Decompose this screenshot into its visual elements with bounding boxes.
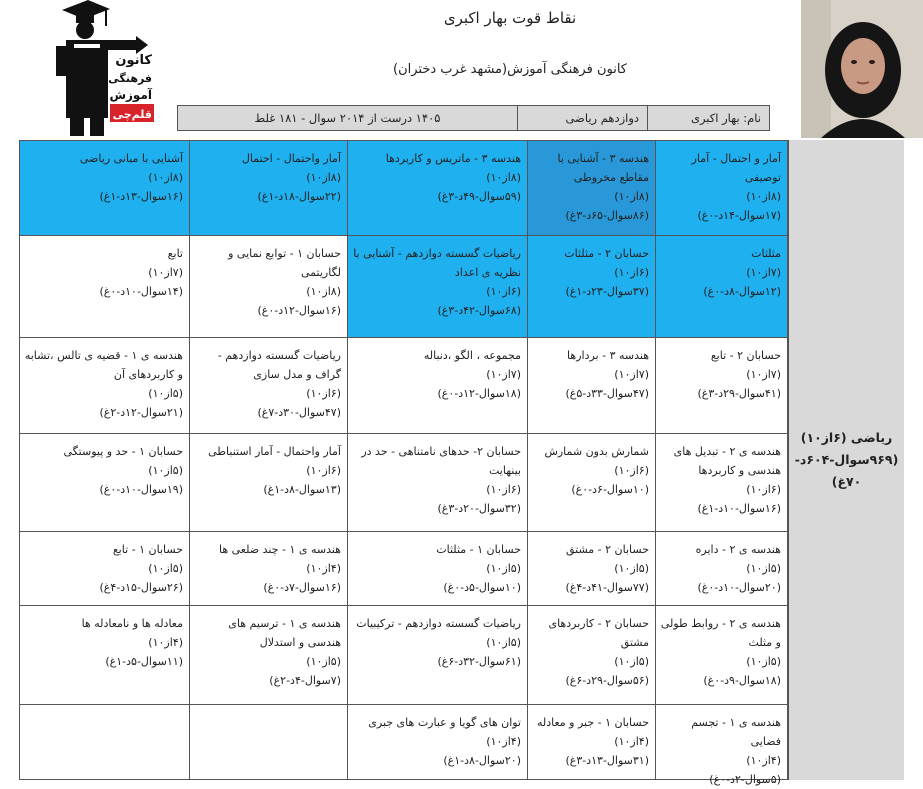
topic-score: (۸از۱۰) [486,171,521,184]
svg-text:فرهنگی: فرهنگی [108,72,152,85]
topic-cell [656,338,788,434]
topic-score: (۷از۱۰) [148,266,183,279]
topic-cell [19,606,190,705]
topic-stats: (۱۶سوال-۱۲د-۰غ) [257,304,341,317]
topic-stats: (۳۲سوال-۲۰د-۳غ) [437,502,521,515]
topic-score: (۵از۱۰) [486,636,521,649]
svg-text:قلم‌چی: قلم‌چی [112,108,152,121]
page-subtitle: کانون فرهنگی آموزش(مشهد غرب دختران) [393,62,627,77]
page-title: نقاط قوت بهار اکبری [443,9,577,27]
topic-title: هندسه ی ۱ - قضیه ی تالس ،تشابه و کاربردهای آن [24,349,183,381]
topic-stats: (۵سوال-۲د-۰غ) [709,773,781,786]
topic-stats: (۶۸سوال-۴۲د-۳غ) [437,304,521,317]
topic-cell [190,236,348,338]
topic-stats: (۴۷سوال-۳۳د-۵غ) [565,387,649,400]
topic-title: توان های گویا و عبارت های جبری [368,716,521,729]
student-photo [801,0,923,138]
topic-stats: (۴۱سوال-۲۹د-۳غ) [697,387,781,400]
topic-score: (۸از۱۰) [306,171,341,184]
topic-title: شمارش بدون شمارش [544,445,649,458]
topic-score: (۷از۱۰) [614,368,649,381]
topic-stats: (۱۶سوال-۱۰د-۱غ) [697,502,781,515]
topic-title: حسابان ۲ - تابع [710,349,781,362]
topic-score: (۸از۱۰) [614,190,649,203]
topic-score: (۵از۱۰) [486,562,521,575]
topic-cell [19,140,190,236]
student-grade: دوازدهم ریاضی [517,106,647,130]
topic-title: هندسه ی ۱ - چند ضلعی ها [218,543,341,556]
topic-score: (۵از۱۰) [746,562,781,575]
topic-stats: (۳۱سوال-۱۳د-۳غ) [565,754,649,767]
topic-title: ریاضیات گسسته دوازدهم - ترکیبیات [356,617,521,630]
topic-stats: (۱۱سوال-۵د-۱غ) [105,655,183,668]
topic-cell [656,532,788,606]
topic-score: (۸از۱۰) [746,190,781,203]
topic-stats: (۲۲سوال-۱۸د-۱غ) [257,190,341,203]
topic-score: (۵از۱۰) [614,655,649,668]
topic-cell [656,434,788,532]
topic-score: (۸از۱۰) [148,171,183,184]
topic-stats: (۲۱سوال-۱۲د-۲غ) [99,406,183,419]
topic-title: ریاضیات گسسته دوازدهم - گراف و مدل سازی [217,349,341,381]
topic-cell [528,434,656,532]
topic-stats: (۱۲سوال-۸د-۰غ) [703,285,781,298]
topic-title: آمار واحتمال - احتمال [241,152,341,165]
svg-text:آموزش: آموزش [109,88,152,102]
topic-cell [348,434,528,532]
topic-cell [19,532,190,606]
topic-score: (۴از۱۰) [746,754,781,767]
topic-score: (۶از۱۰) [486,483,521,496]
topic-title: تابع [167,247,183,260]
topic-score: (۵از۱۰) [148,387,183,400]
topic-title: حسابان ۲- حدهای نامتناهی - حد در بینهایت [361,445,521,477]
student-info-bar [177,105,770,131]
topic-score: (۶از۱۰) [614,464,649,477]
topic-cell [528,705,656,780]
topic-title: هندسه ی ۱ - تجسم فضایی [691,716,781,748]
svg-text:کانون: کانون [115,53,152,68]
subject-cell [788,140,904,780]
topic-score: (۴از۱۰) [614,735,649,748]
topic-cell [656,140,788,236]
topic-cell [528,236,656,338]
topic-title: هندسه ی ۲ - تبدیل های هندسی و کاربردها [673,445,781,477]
topic-score: (۷از۱۰) [746,368,781,381]
topic-score: (۸از۱۰) [306,285,341,298]
topic-stats: (۱۰سوال-۶د-۰غ) [571,483,649,496]
topic-title: هندسه ۳ - ماتریس و کاربردها [385,152,521,165]
topic-cell [528,338,656,434]
topic-score: (۷از۱۰) [486,368,521,381]
topic-score: (۵از۱۰) [148,464,183,477]
topic-score: (۴از۱۰) [486,735,521,748]
empty-cell [19,705,190,780]
topic-cell [19,338,190,434]
topic-stats: (۲۰سوال-۸د-۱غ) [443,754,521,767]
topic-score: (۷از۱۰) [746,266,781,279]
topic-stats: (۵۶سوال-۲۹د-۶غ) [565,674,649,687]
topic-title: ریاضیات گسسته دوازدهم - آشنایی با نظریه ی اعداد [353,247,521,279]
topic-title: هندسه ۳ - بردارها [567,349,649,362]
student-name: نام: بهار اکبری [647,106,769,130]
topic-stats: (۲۶سوال-۱۵د-۴غ) [99,581,183,594]
topic-title: حسابان ۱ - مثلثات [436,543,521,556]
topic-title: حسابان ۱ - حد و پیوستگی [63,445,183,458]
topic-score: (۵از۱۰) [746,655,781,668]
topic-score: (۵از۱۰) [306,655,341,668]
topic-score: (۶از۱۰) [746,483,781,496]
topic-title: هندسه ی ۲ - دایره [695,543,781,556]
topic-score: (۶از۱۰) [306,387,341,400]
topic-cell [656,236,788,338]
topic-stats: (۵۹سوال-۴۹د-۳غ) [437,190,521,203]
topic-cell [656,705,788,786]
topic-stats: (۱۸سوال-۹د-۰غ) [703,674,781,687]
topic-score: (۶از۱۰) [306,464,341,477]
topic-stats: (۳۷سوال-۲۳د-۱غ) [565,285,649,298]
topic-stats: (۱۰سوال-۵د-۰غ) [443,581,521,594]
topic-score: (۵از۱۰) [148,562,183,575]
topic-stats: (۱۴سوال-۱۰د-۰غ) [99,285,183,298]
topic-cell [19,434,190,532]
topic-cell [528,606,656,705]
topic-title: حسابان ۲ - مشتق [565,543,649,556]
topic-title: حسابان ۱ - جبر و معادله [536,716,649,729]
topic-score: (۵از۱۰) [614,562,649,575]
empty-cell [190,705,348,780]
topic-title: مجموعه ، الگو ،دنباله [423,349,521,362]
topic-title: آمار و احتمال - آمار توصیفی [691,152,781,184]
topic-cell [348,705,528,780]
topic-cell [528,140,656,236]
topic-cell [190,434,348,532]
topic-title: حسابان ۱ - تابع [112,543,183,556]
topic-cell [656,606,788,705]
topic-cell [348,236,528,338]
topic-cell [19,236,190,338]
topic-stats: (۶۱سوال-۳۲د-۶غ) [437,655,521,668]
topic-score: (۶از۱۰) [486,285,521,298]
topic-cell [348,532,528,606]
topic-cell [190,532,348,606]
topic-cell [528,532,656,606]
topic-title: حسابان ۲ - مثلثات [564,247,649,260]
topic-title: هندسه ی ۲ - روابط طولی و مثلث [660,617,781,649]
topic-title: آشنایی با مبانی ریاضی [79,152,183,165]
topic-title: حسابان ۱ - توابع نمایی و لگاریتمی [228,247,341,279]
topic-stats: (۸۶سوال-۶۵د-۳غ) [565,209,649,222]
topic-title: حسابان ۲ - کاربردهای مشتق [548,617,649,649]
topic-title: مثلثات [751,247,781,260]
topic-stats: (۱۹سوال-۱۰د-۰غ) [99,483,183,496]
topic-title: هندسه ۳ - آشنایی با مقاطع مخروطی [557,152,649,184]
topic-score: (۶از۱۰) [614,266,649,279]
subject-label: ریاضی (۶از۱۰) (۹۶۹سوال-۶۰۴د- ۷۰غ) [794,430,899,489]
topic-stats: (۱۶سوال-۱۳د-۱غ) [99,190,183,203]
topic-title: آمار واحتمال - آمار استنباطی [208,445,341,458]
topic-title: معادله ها و نامعادله ها [81,617,183,630]
topic-cell [190,338,348,434]
topic-score: (۴از۱۰) [148,636,183,649]
topic-cell [348,140,528,236]
topic-stats: (۱۶سوال-۷د-۰غ) [263,581,341,594]
topic-cell [190,606,348,705]
topic-stats: (۷سوال-۴د-۲غ) [269,674,341,687]
topic-cell [348,606,528,705]
topic-cell [190,140,348,236]
topic-stats: (۱۷سوال-۱۴د-۰غ) [697,209,781,222]
topic-cell [348,338,528,434]
kanoon-logo [48,0,156,138]
topic-stats: (۴۷سوال-۳۰د-۷غ) [257,406,341,419]
topic-stats: (۲۰سوال-۱۰د-۰غ) [697,581,781,594]
topic-stats: (۷۷سوال-۴۱د-۴غ) [565,581,649,594]
topic-score: (۴از۱۰) [306,562,341,575]
topic-stats: (۱۳سوال-۸د-۱غ) [263,483,341,496]
overall-stats: ۱۴۰۵ درست از ۲۰۱۴ سوال - ۱۸۱ غلط [254,111,441,125]
topic-title: هندسه ی ۱ - ترسیم های هندسی و استدلال [228,617,341,649]
topic-stats: (۱۸سوال-۱۲د-۰غ) [437,387,521,400]
